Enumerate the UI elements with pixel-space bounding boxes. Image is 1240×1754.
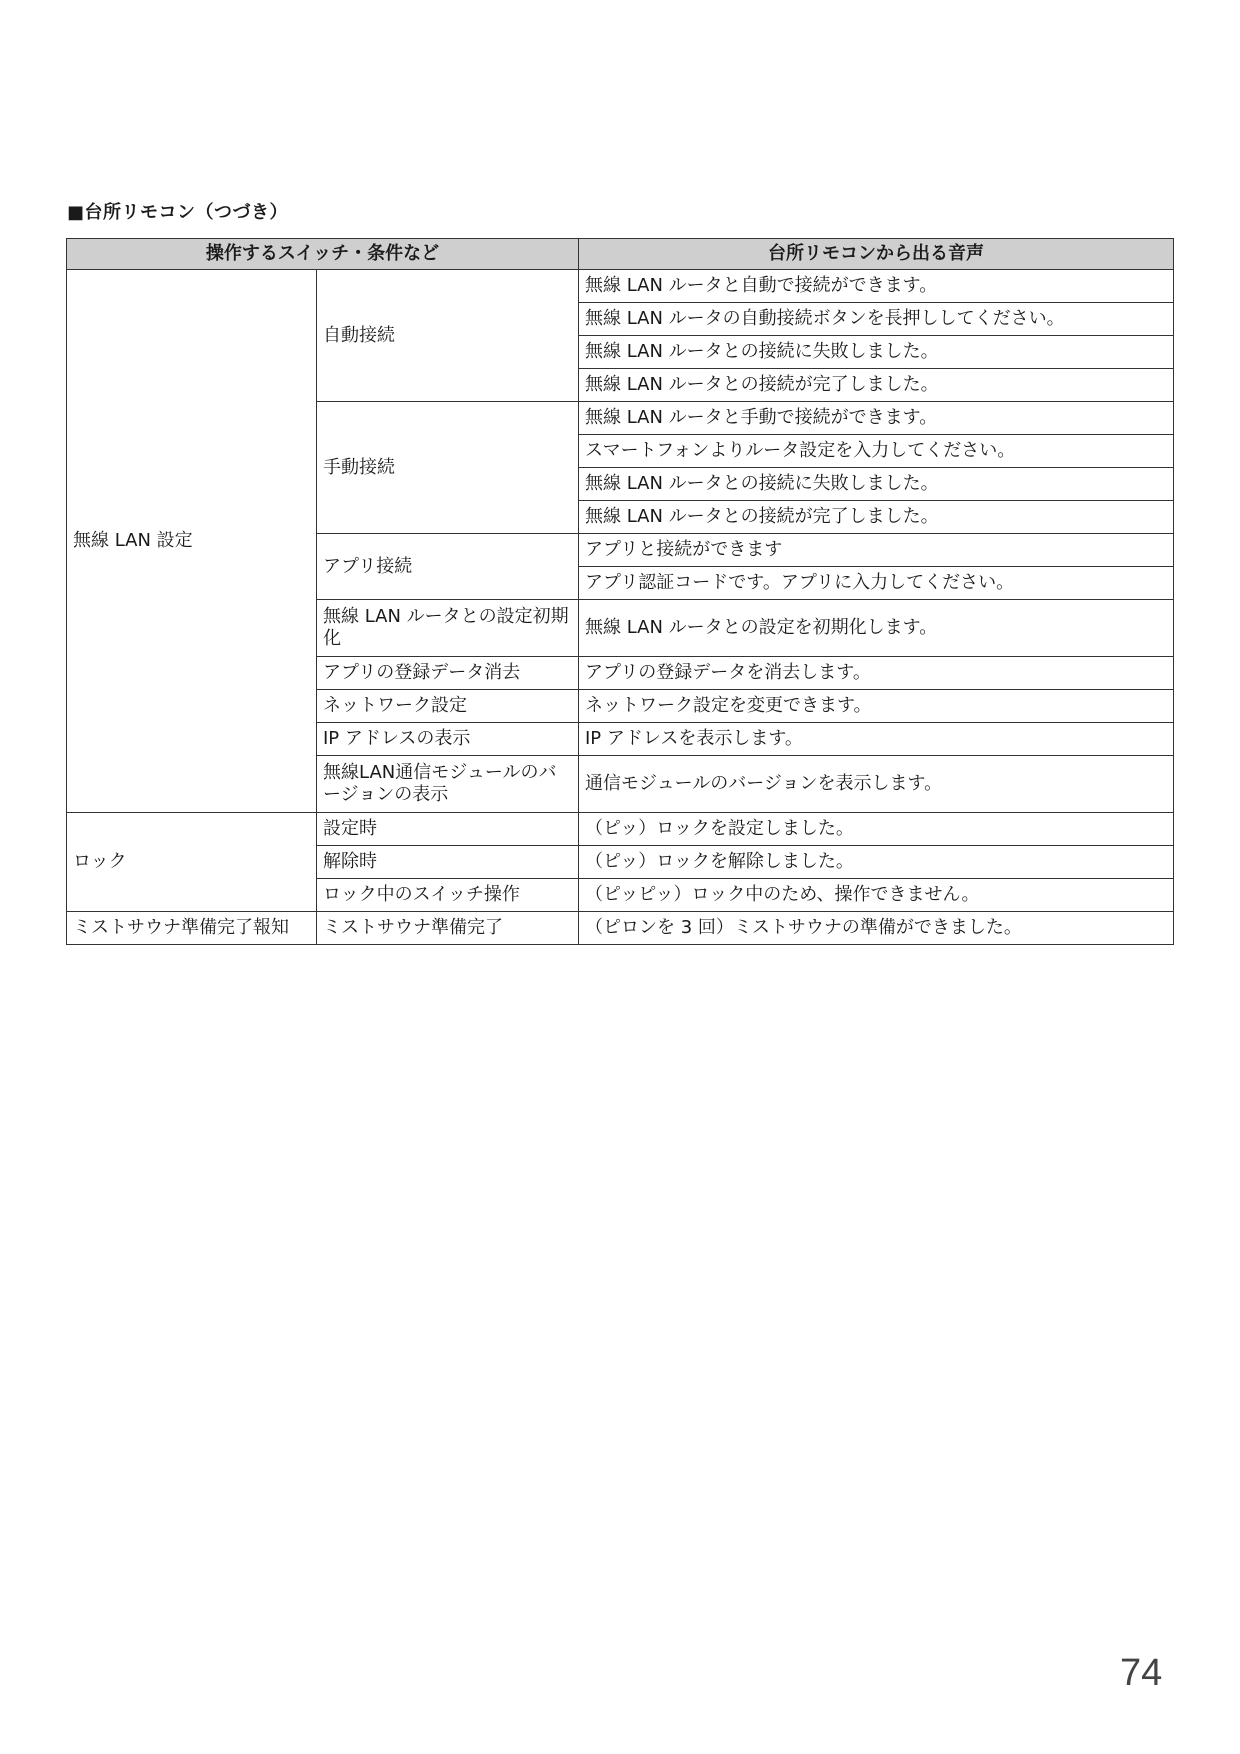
condition-cell: ネットワーク設定 — [317, 690, 579, 723]
page-number: 74 — [1120, 1652, 1163, 1694]
condition-cell: 手動接続 — [317, 402, 579, 534]
voice-cell: 無線 LAN ルータと手動で接続ができます。 — [579, 402, 1174, 435]
header-condition: 操作するスイッチ・条件など — [67, 239, 579, 270]
voice-cell: IP アドレスを表示します。 — [579, 723, 1174, 756]
voice-cell: スマートフォンよりルータ設定を入力してください。 — [579, 435, 1174, 468]
voice-cell: ネットワーク設定を変更できます。 — [579, 690, 1174, 723]
group-label-cell: ロック — [67, 813, 317, 912]
group-label-cell: 無線 LAN 設定 — [67, 270, 317, 813]
condition-cell: IP アドレスの表示 — [317, 723, 579, 756]
voice-cell: （ピッピッ）ロック中のため、操作できません。 — [579, 879, 1174, 912]
voice-cell: 無線 LAN ルータとの接続に失敗しました。 — [579, 468, 1174, 501]
voice-cell: 無線 LAN ルータとの接続に失敗しました。 — [579, 336, 1174, 369]
condition-cell: アプリ接続 — [317, 534, 579, 600]
condition-cell: アプリの登録データ消去 — [317, 657, 579, 690]
table-row — [67, 813, 1174, 846]
table-row — [67, 270, 1174, 303]
condition-cell: 設定時 — [317, 813, 579, 846]
voice-guide-table — [66, 238, 1174, 945]
voice-cell: アプリ認証コードです。アプリに入力してください。 — [579, 567, 1174, 600]
section-title: ■台所リモコン（つづき） — [67, 202, 289, 223]
condition-cell: 無線LAN通信モジュールのバージョンの表示 — [317, 756, 579, 813]
voice-cell: 無線 LAN ルータと自動で接続ができます。 — [579, 270, 1174, 303]
voice-cell: （ピッ）ロックを設定しました。 — [579, 813, 1174, 846]
voice-cell: アプリの登録データを消去します。 — [579, 657, 1174, 690]
condition-cell: 解除時 — [317, 846, 579, 879]
condition-cell: ミストサウナ準備完了 — [317, 912, 579, 945]
voice-cell: 無線 LAN ルータとの接続が完了しました。 — [579, 501, 1174, 534]
condition-cell: ロック中のスイッチ操作 — [317, 879, 579, 912]
group-label-cell: ミストサウナ準備完了報知 — [67, 912, 317, 945]
voice-cell: （ピロンを 3 回）ミストサウナの準備ができました。 — [579, 912, 1174, 945]
condition-cell: 無線 LAN ルータとの設定初期化 — [317, 600, 579, 657]
voice-cell: （ピッ）ロックを解除しました。 — [579, 846, 1174, 879]
table-row — [67, 912, 1174, 945]
voice-cell: 無線 LAN ルータの自動接続ボタンを長押ししてください。 — [579, 303, 1174, 336]
voice-cell: 無線 LAN ルータとの接続が完了しました。 — [579, 369, 1174, 402]
voice-cell: 通信モジュールのバージョンを表示します。 — [579, 756, 1174, 813]
voice-cell: 無線 LAN ルータとの設定を初期化します。 — [579, 600, 1174, 657]
table-header-row — [67, 239, 1174, 270]
voice-cell: アプリと接続ができます — [579, 534, 1174, 567]
condition-cell: 自動接続 — [317, 270, 579, 402]
header-voice: 台所リモコンから出る音声 — [579, 239, 1174, 270]
table-body — [67, 270, 1174, 945]
